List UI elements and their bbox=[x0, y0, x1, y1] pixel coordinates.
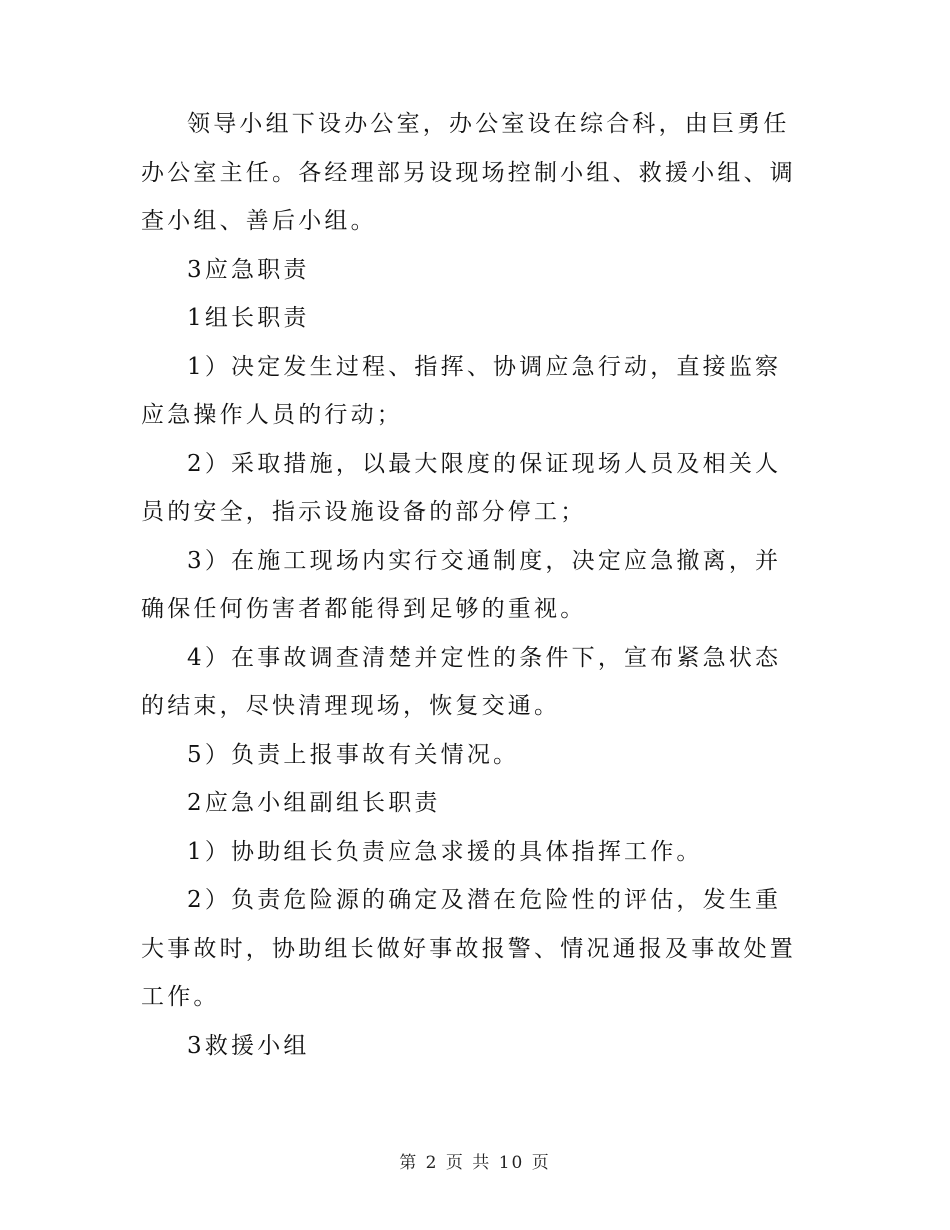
heading-rescue-team: 3救援小组 bbox=[187, 1032, 310, 1059]
paragraph-leader-duty-2: 2）采取措施，以最大限度的保证现场人员及相关人员的安全，指示设施设备的部分停工； bbox=[141, 450, 782, 525]
paragraph-leader-duty-4: 4）在事故调查清楚并定性的条件下，宣布紧急状态的结束，尽快清理现场，恢复交通。 bbox=[141, 644, 782, 719]
paragraph-leader-duty-5: 5）负责上报事故有关情况。 bbox=[187, 741, 520, 768]
paragraph-leader-duty-1: 1）决定发生过程、指挥、协调应急行动，直接监察应急操作人员的行动； bbox=[141, 353, 782, 428]
heading-emergency-duties: 3应急职责 bbox=[187, 256, 310, 283]
heading-deputy-leader-duties: 2应急小组副组长职责 bbox=[187, 790, 441, 816]
paragraph-office-setup: 领导小组下设办公室，办公室设在综合科，由巨勇任办公室主任。各经理部另设现场控制小组、救援小组、调查小组、善后小组。 bbox=[141, 111, 796, 234]
paragraph-deputy-duty-1: 1）协助组长负责应急求援的具体指挥工作。 bbox=[187, 838, 703, 865]
paragraph-leader-duty-3: 3）在施工现场内实行交通制度，决定应急撤离，并确保任何伤害者都能得到足够的重视。 bbox=[141, 547, 782, 622]
document-body bbox=[141, 100, 801, 1070]
heading-leader-duties: 1组长职责 bbox=[187, 305, 310, 331]
paragraph-deputy-duty-2: 2）负责危险源的确定及潜在危险性的评估，发生重大事故时，协助组长做好事故报警、情况通报及事故处置工作。 bbox=[141, 887, 796, 1010]
page-number-footer: 第 2 页 共 10 页 bbox=[399, 1153, 551, 1173]
